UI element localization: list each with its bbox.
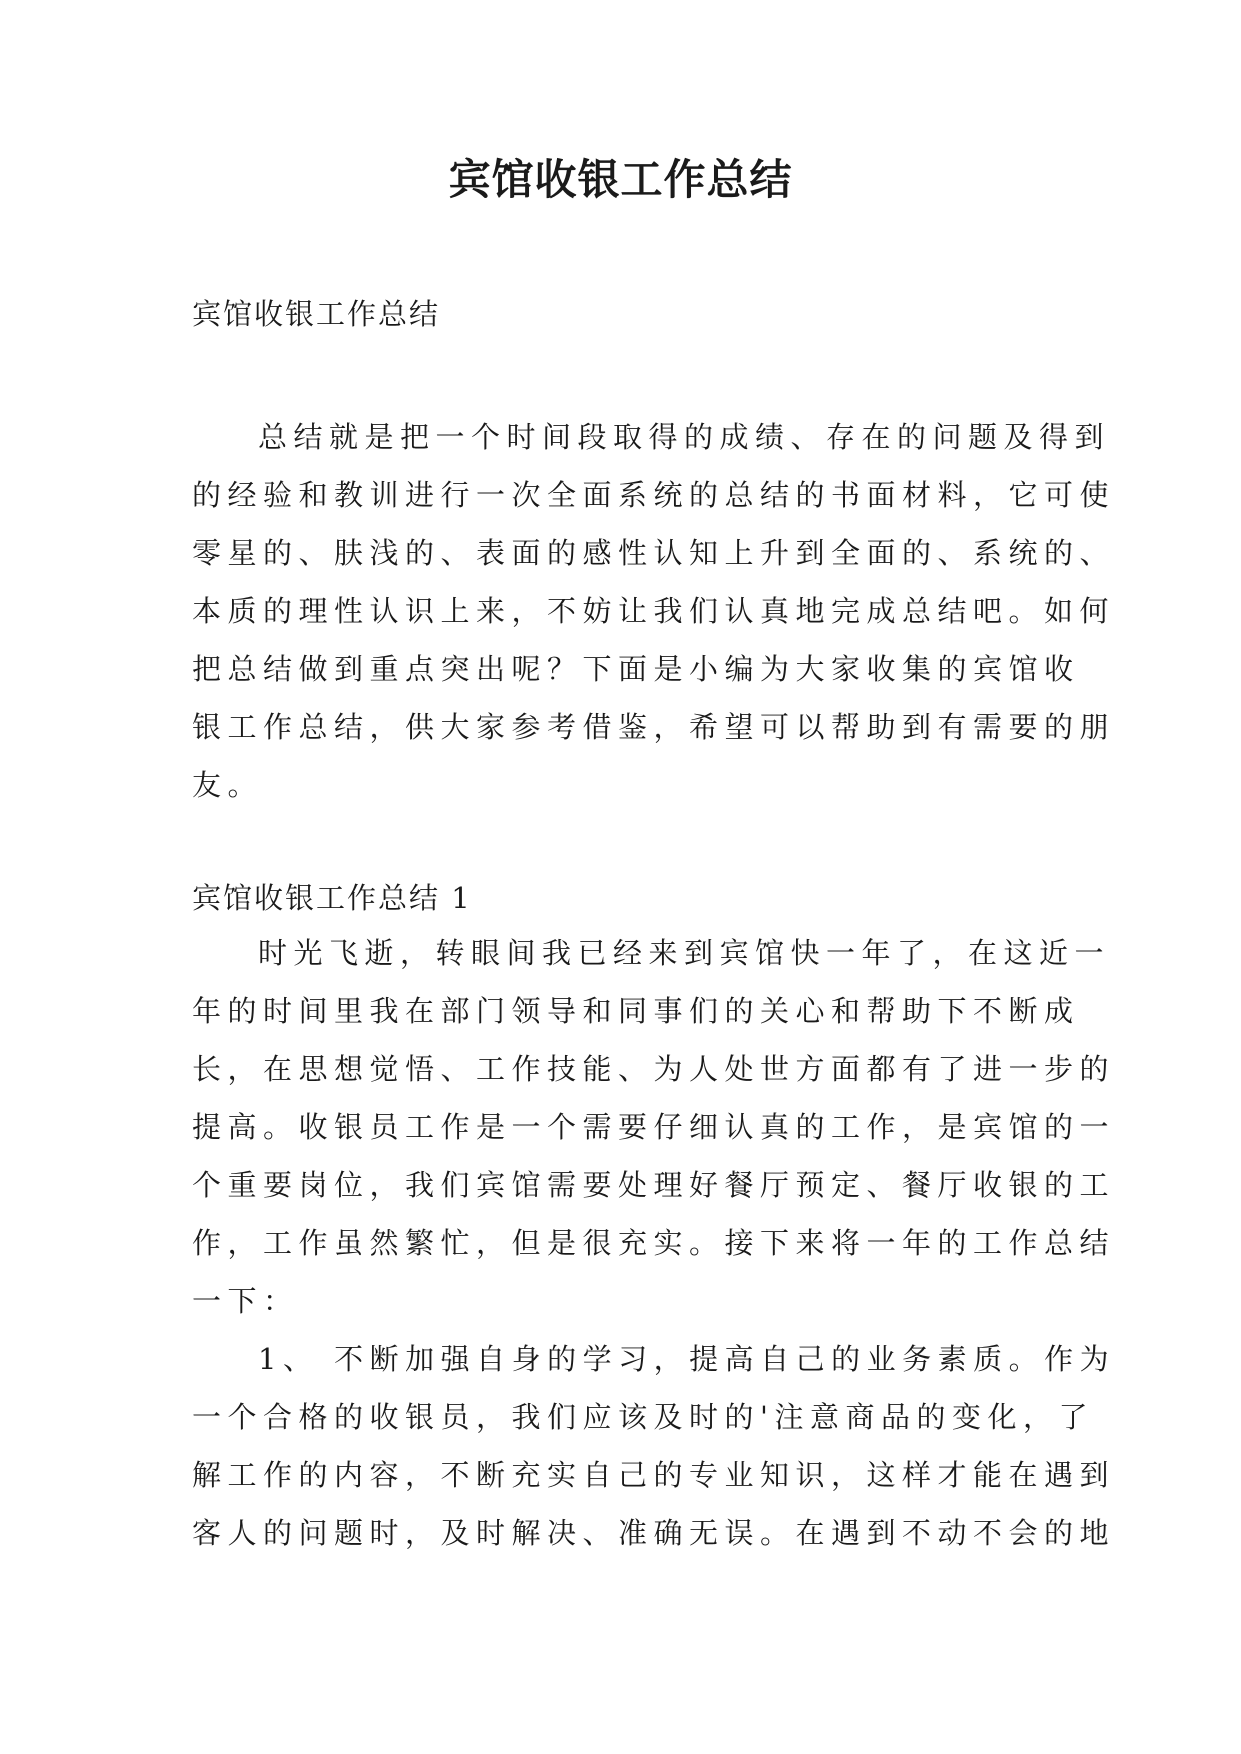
intro-line: 的经验和教训进行一次全面系统的总结的书面材料，它可使 [192,478,1116,512]
document-subtitle: 宾馆收银工作总结 [192,297,441,331]
paragraph-line: 一个合格的收银员，我们应该及时的'注意商品的变化，了 [192,1400,1094,1434]
section-heading: 宾馆收银工作总结 1 [192,881,472,915]
body-paragraph-2 [192,1330,1116,1562]
paragraph-line: 解工作的内容，不断充实自己的专业知识，这样才能在遇到 [192,1458,1116,1492]
paragraph-line: 长，在思想觉悟、工作技能、为人处世方面都有了进一步的 [192,1052,1116,1086]
paragraph-line: 个重要岗位，我们宾馆需要处理好餐厅预定、餐厅收银的工 [192,1168,1116,1202]
paragraph-line: 年的时间里我在部门领导和同事们的关心和帮助下不断成 [192,994,1080,1028]
intro-line: 把总结做到重点突出呢？下面是小编为大家收集的宾馆收 [192,652,1080,686]
body-paragraph-1 [192,924,1116,1330]
intro-line: 本质的理性认识上来，不妨让我们认真地完成总结吧。如何 [192,594,1116,628]
paragraph-line: 客人的问题时，及时解决、准确无误。在遇到不动不会的地 [192,1516,1116,1550]
paragraph-line: 时光飞逝，转眼间我已经来到宾馆快一年了，在这近一 [258,936,1111,970]
document-title: 宾馆收银工作总结 [448,155,793,204]
paragraph-line: 作，工作虽然繁忙，但是很充实。接下来将一年的工作总结 [192,1226,1116,1260]
intro-line: 友。 [192,768,264,802]
intro-line: 总结就是把一个时间段取得的成绩、存在的问题及得到 [258,420,1111,454]
intro-paragraph [192,408,1116,814]
intro-line: 银工作总结，供大家参考借鉴，希望可以帮助到有需要的朋 [192,710,1116,744]
paragraph-line: 1、 不断加强自身的学习，提高自己的业务素质。作为 [258,1342,1116,1376]
paragraph-line: 提高。收银员工作是一个需要仔细认真的工作，是宾馆的一 [192,1110,1116,1144]
paragraph-line: 一下： [192,1284,299,1318]
intro-line: 零星的、肤浅的、表面的感性认知上升到全面的、系统的、 [192,536,1116,570]
